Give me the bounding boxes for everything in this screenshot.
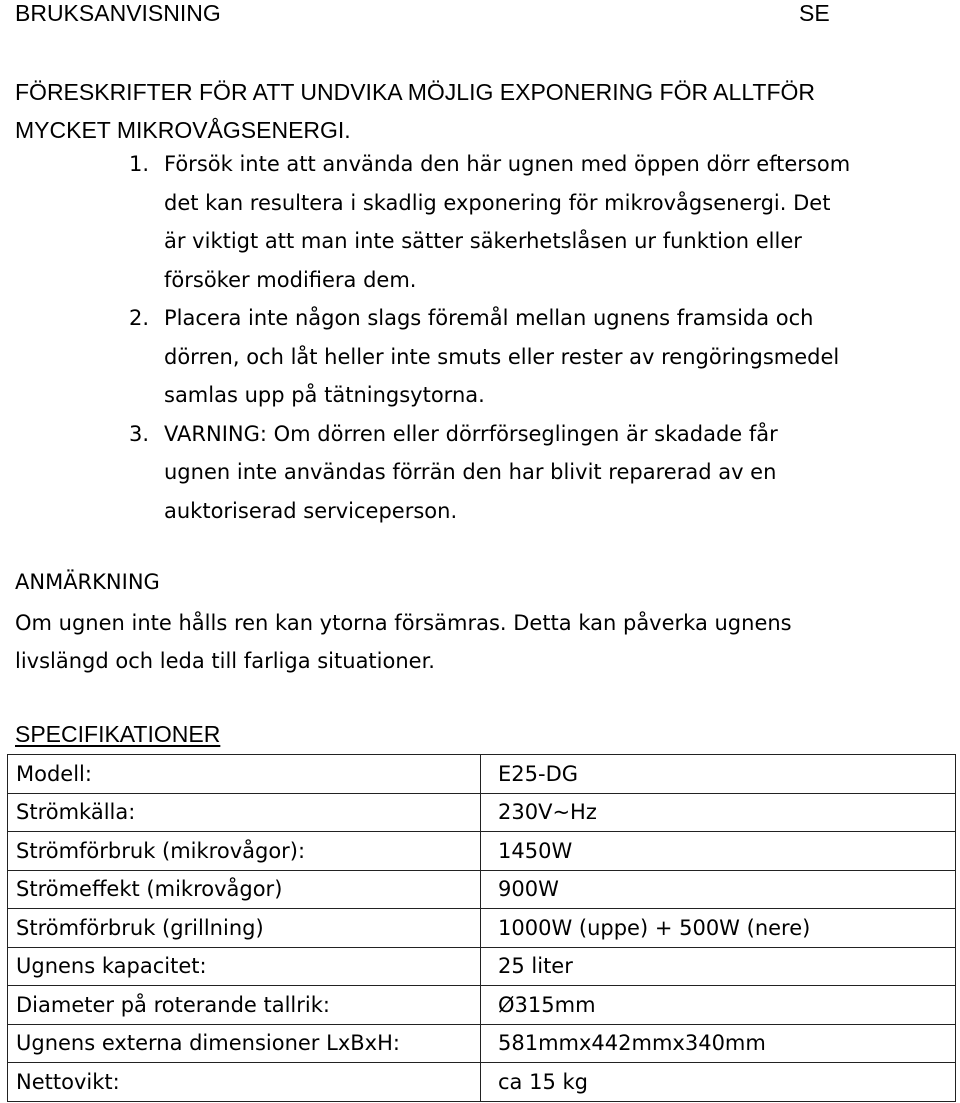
- note-line: livslängd och leda till farliga situationer.: [15, 649, 435, 673]
- list-item-line: ugnen inte användas förrän den har blivit reparerad av en: [164, 460, 777, 484]
- list-item: [129, 415, 929, 531]
- specifications-heading: SPECIFIKATIONER: [15, 721, 221, 747]
- list-item-line: VARNING: Om dörren eller dörrförseglingen är skadade får: [164, 421, 778, 446]
- table-row: [8, 1063, 956, 1102]
- list-item-number: 3.: [129, 421, 150, 446]
- list-item-line: Försök inte att använda den här ugnen med öppen dörr eftersom: [164, 152, 851, 176]
- spec-label: Strömförbruk (grillning): [8, 909, 481, 948]
- list-item-line: Placera inte någon slags föremål mellan ugnens framsida och: [164, 306, 814, 330]
- spec-value: ca 15 kg: [481, 1063, 956, 1102]
- table-row: [8, 947, 956, 986]
- language-code: SE: [799, 0, 830, 26]
- precautions-list: [129, 145, 929, 530]
- list-item-line: försöker modifiera dem.: [164, 267, 417, 292]
- spec-value: 1450W: [481, 832, 956, 871]
- spec-label: Strömkälla:: [8, 793, 481, 832]
- spec-value: 900W: [481, 870, 956, 909]
- list-item-line: det kan resultera i skadlig exponering för mikrovågsenergi. Det: [164, 190, 831, 215]
- spec-value: 230V~Hz: [481, 793, 956, 832]
- spec-label: Strömförbruk (mikrovågor):: [8, 832, 481, 871]
- spec-value: Ø315mm: [481, 986, 956, 1025]
- note-heading: ANMÄRKNING: [15, 570, 160, 594]
- specifications-table: [7, 754, 956, 1102]
- table-row: [8, 832, 956, 871]
- spec-label: Ugnens externa dimensioner LxBxH:: [8, 1024, 481, 1063]
- list-item: [129, 145, 929, 299]
- spec-label: Ugnens kapacitet:: [8, 947, 481, 986]
- note-line: Om ugnen inte hålls ren kan ytorna försämras. Detta kan påverka ugnens: [15, 611, 792, 635]
- precautions-heading-line: FÖRESKRIFTER FÖR ATT UNDVIKA MÖJLIG EXPONERING FÖR ALLTFÖR: [15, 79, 816, 105]
- list-item-number: 2.: [129, 306, 150, 330]
- list-item-line: är viktigt att man inte sätter säkerhetslåsen ur funktion eller: [164, 229, 802, 253]
- spec-value: 1000W (uppe) + 500W (nere): [481, 909, 956, 948]
- precautions-heading: [15, 73, 915, 149]
- list-item-number: 1.: [129, 152, 150, 176]
- list-item-line: auktoriserad serviceperson.: [164, 498, 458, 523]
- spec-value: 581mmx442mmx340mm: [481, 1024, 956, 1063]
- precautions-heading-line: MYCKET MIKROVÅGSENERGI.: [15, 117, 351, 143]
- table-row: [8, 755, 956, 794]
- list-item-line: dörren, och låt heller inte smuts eller rester av rengöringsmedel: [164, 344, 840, 369]
- spec-label: Modell:: [8, 755, 481, 794]
- note-body: [15, 604, 915, 680]
- document-title: BRUKSANVISNING: [15, 0, 221, 26]
- spec-label: Diameter på roterande tallrik:: [8, 986, 481, 1025]
- table-row: [8, 1024, 956, 1063]
- spec-label: Strömeffekt (mikrovågor): [8, 870, 481, 909]
- table-row: [8, 793, 956, 832]
- table-row: [8, 986, 956, 1025]
- list-item-line: samlas upp på tätningsytorna.: [164, 383, 485, 407]
- table-row: [8, 870, 956, 909]
- table-row: [8, 909, 956, 948]
- spec-value: 25 liter: [481, 947, 956, 986]
- spec-value: E25-DG: [481, 755, 956, 794]
- list-item: [129, 299, 929, 415]
- spec-label: Nettovikt:: [8, 1063, 481, 1102]
